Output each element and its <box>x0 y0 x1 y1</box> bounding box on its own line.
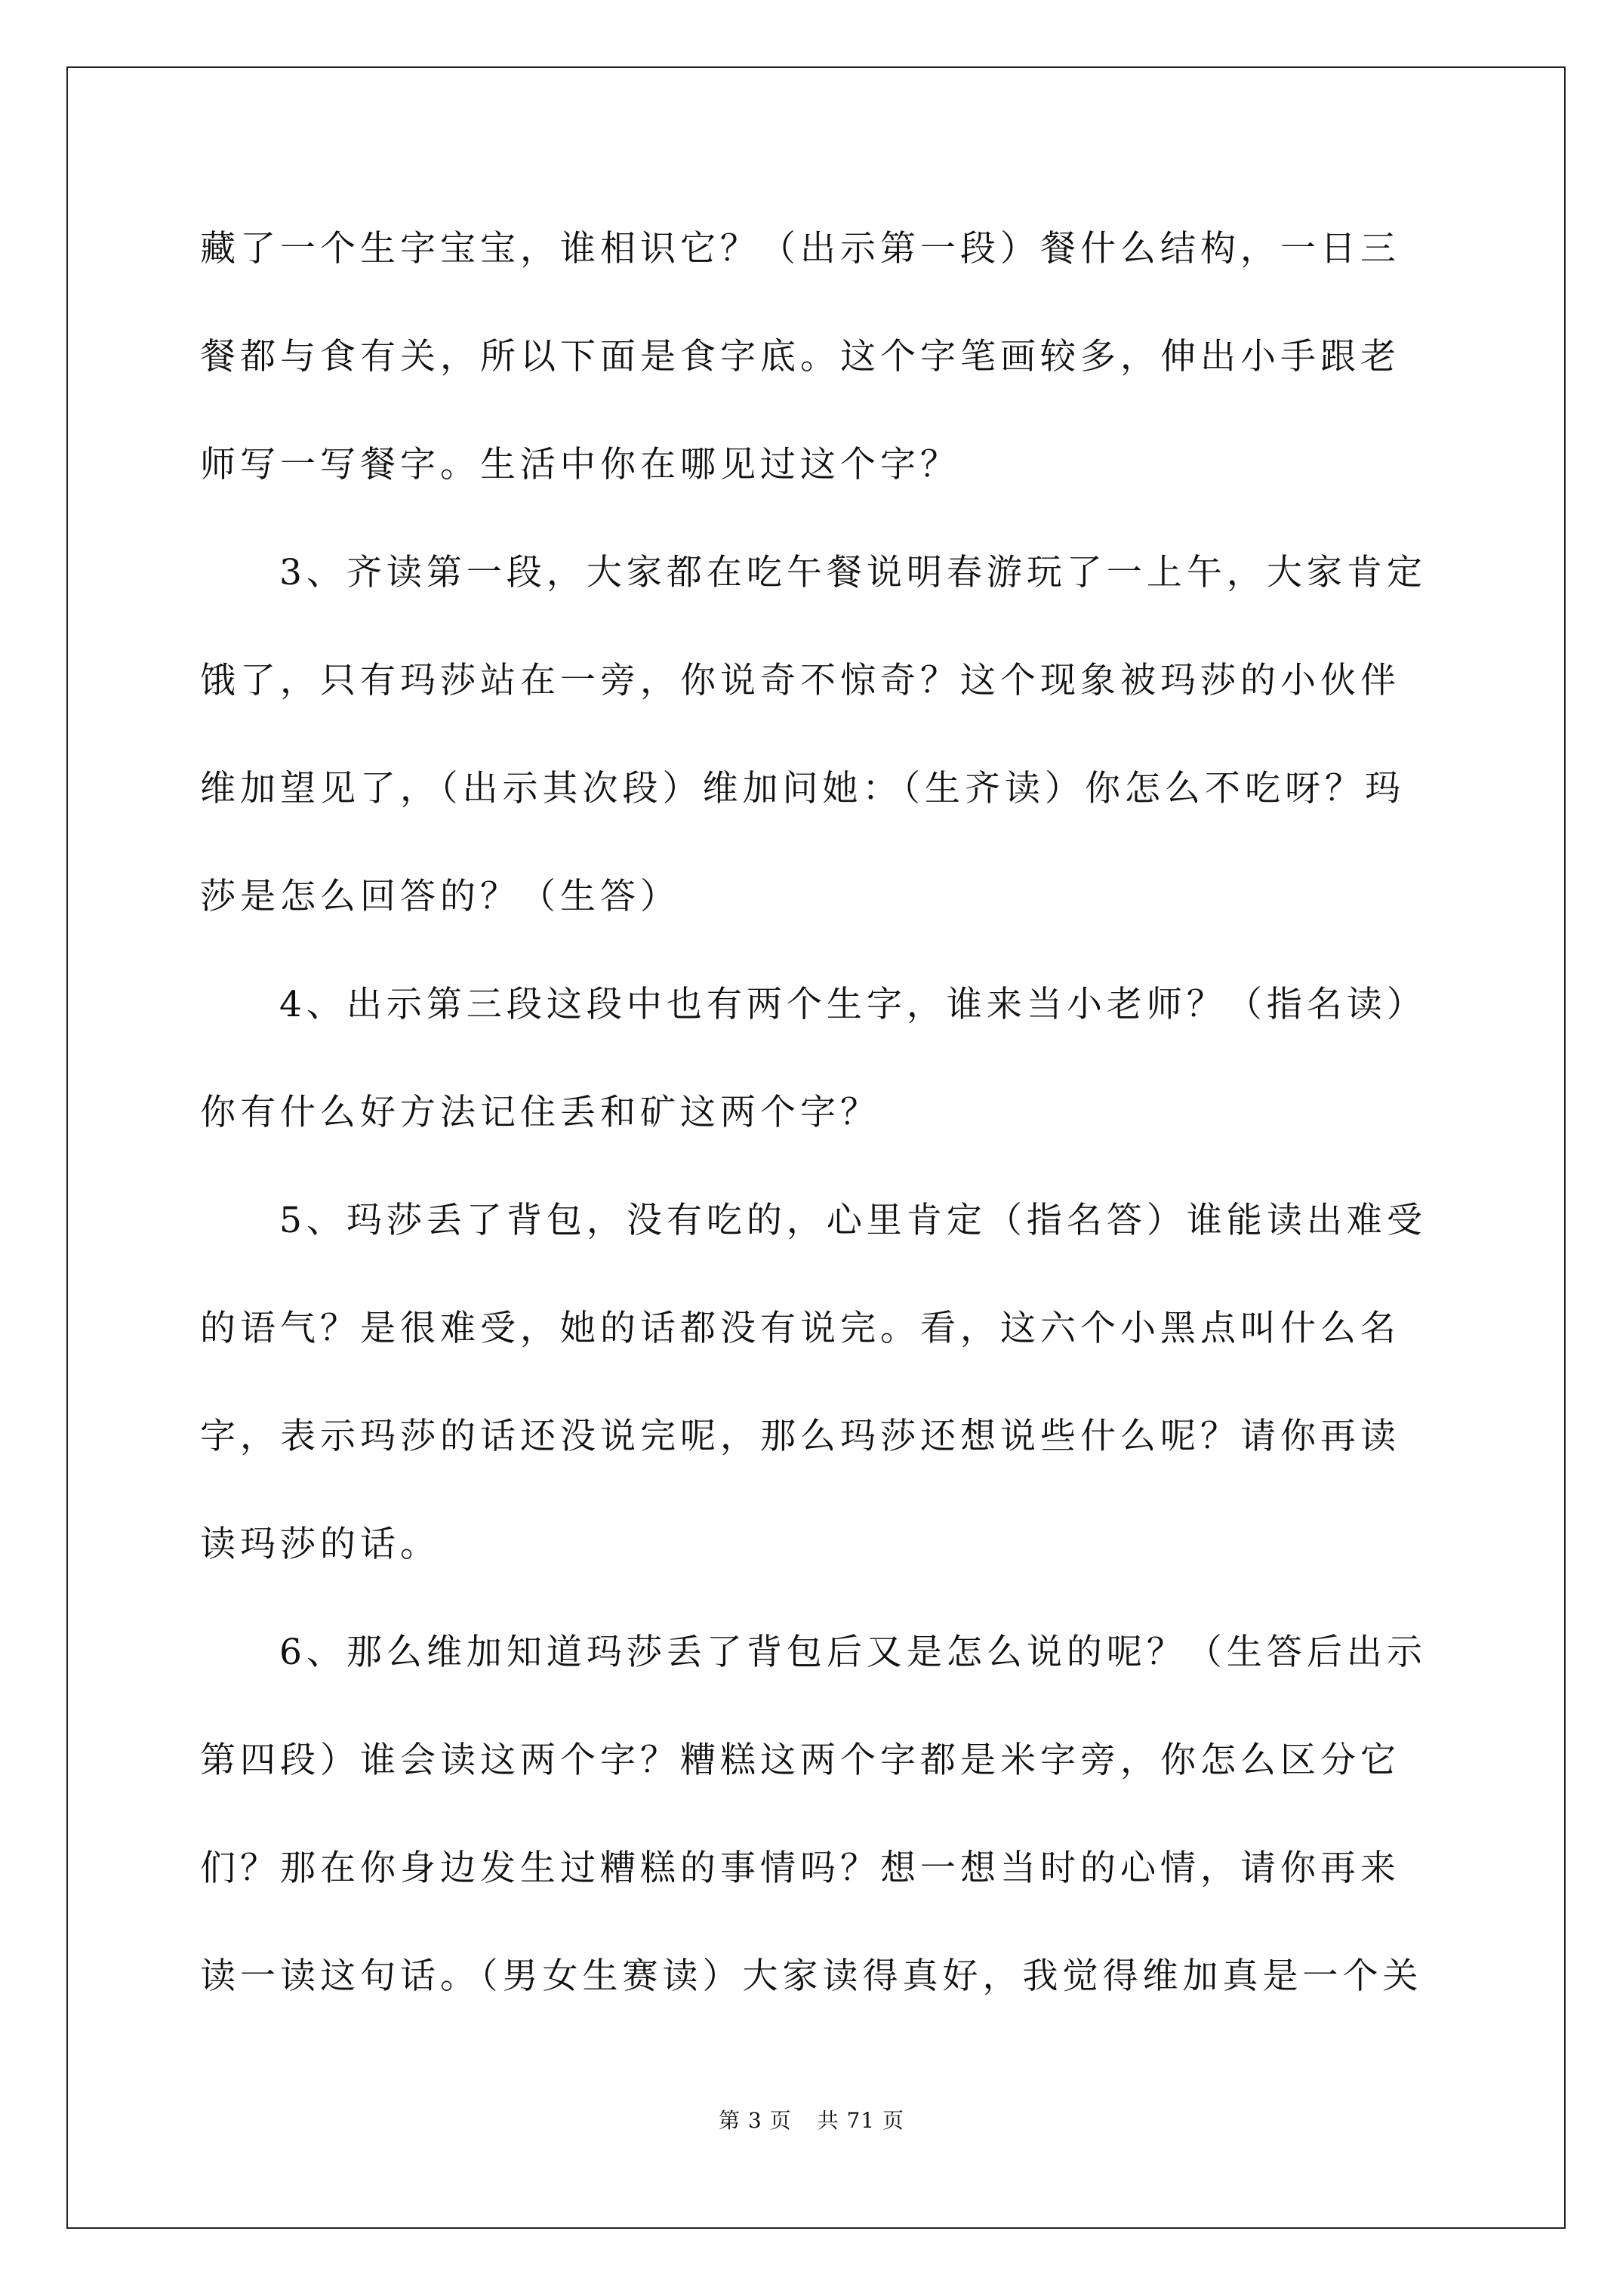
text-line: 餐都与食有关，所以下面是食字底。这个字笔画较多，伸出小手跟老 <box>200 336 1400 378</box>
text-line: 莎是怎么回答的？（生答） <box>200 876 680 917</box>
page-number: 第 3 页 <box>718 2108 792 2133</box>
page-footer <box>0 2104 1623 2134</box>
paragraph-4-first-line: 4、出示第三段这段中也有两个生字，谁来当小老师？（指名读） <box>279 984 1427 1025</box>
text-line: 读玛莎的话。 <box>200 1524 440 1565</box>
text-line: 的语气？是很难受，她的话都没有说完。看，这六个小黑点叫什么名 <box>200 1308 1400 1349</box>
page-border <box>66 66 1566 2229</box>
text-line: 字，表示玛莎的话还没说完呢，那么玛莎还想说些什么呢？请你再读 <box>200 1416 1400 1457</box>
text-line: 读一读这句话。（男女生赛读）大家读得真好，我觉得维加真是一个关 <box>200 1955 1423 1997</box>
text-line: 第四段）谁会读这两个字？糟糕这两个字都是米字旁，你怎么区分它 <box>200 1740 1400 1781</box>
text-line: 们？那在你身边发生过糟糕的事情吗？想一想当时的心情，请你再来 <box>200 1848 1400 1889</box>
text-line: 师写一写餐字。生活中你在哪见过这个字？ <box>200 444 960 485</box>
page-total: 共 71 页 <box>817 2108 905 2133</box>
paragraph-5-first-line: 5、玛莎丢了背包，没有吃的，心里肯定（指名答）谁能读出难受 <box>279 1200 1427 1241</box>
text-line: 你有什么好方法记住丢和矿这两个字？ <box>200 1092 880 1133</box>
text-line: 维加望见了，（出示其次段）维加问她：（生齐读）你怎么不吃呀？玛 <box>200 768 1405 809</box>
text-line: 藏了一个生字宝宝，谁相识它？（出示第一段）餐什么结构，一日三 <box>200 228 1400 270</box>
text-line: 饿了，只有玛莎站在一旁，你说奇不惊奇？这个现象被玛莎的小伙伴 <box>200 660 1400 701</box>
paragraph-3-first-line: 3、齐读第一段，大家都在吃午餐说明春游玩了一上午，大家肯定 <box>279 552 1427 593</box>
paragraph-6-first-line: 6、那么维加知道玛莎丢了背包后又是怎么说的呢？（生答后出示 <box>279 1632 1427 1673</box>
